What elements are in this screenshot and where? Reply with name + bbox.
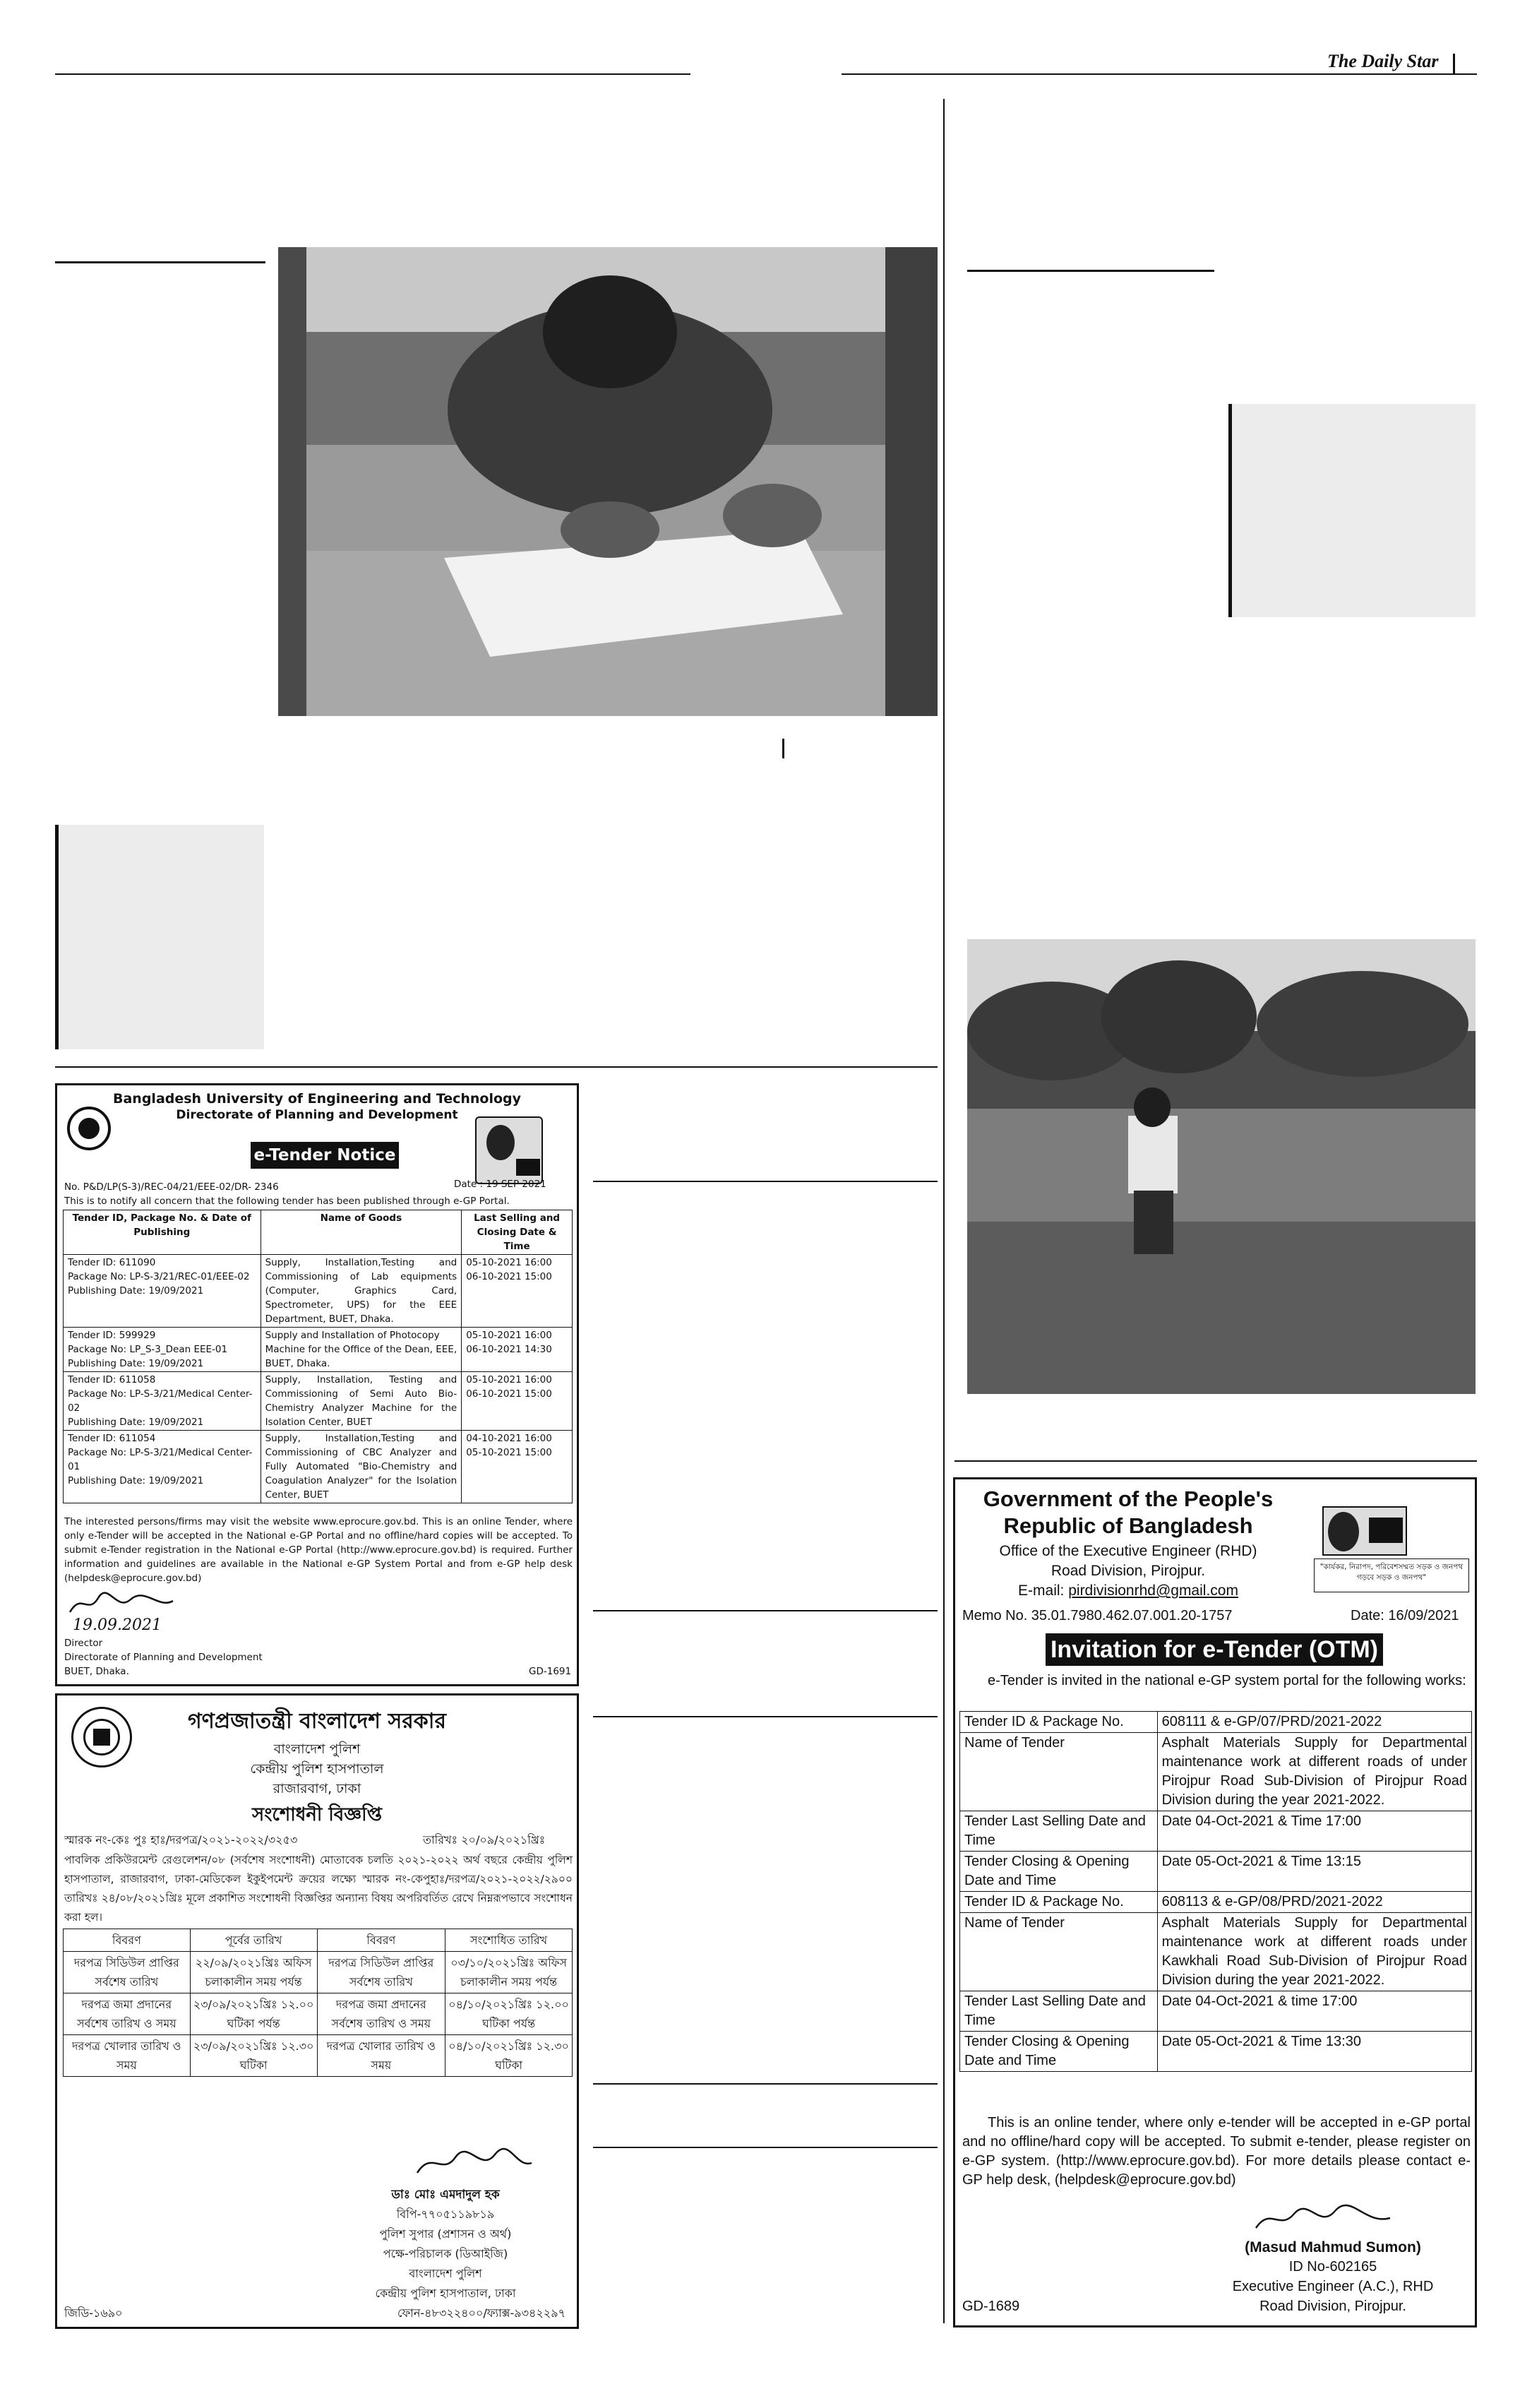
rhd-date: Date: 16/09/2021	[1351, 1608, 1459, 1623]
selling-date: 05-10-2021 16:00	[466, 1257, 552, 1268]
table-row	[960, 1852, 1472, 1892]
rhd-email-line	[976, 1583, 1280, 1599]
buet-ref-no: No. P&D/LP(S-3)/REC-04/21/EEE-02/DR- 2346	[64, 1181, 279, 1193]
police-govt-title: গণপ্রজাতন্ত্রী বাংলাদেশ সরকার	[188, 1709, 446, 1734]
row-value: Date 05-Oct-2021 & Time 13:15	[1157, 1852, 1471, 1892]
caption-marker	[782, 739, 784, 758]
publishing-date: Publishing Date: 19/09/2021	[68, 1417, 204, 1428]
mujib-portrait-emblem	[475, 1116, 543, 1184]
row-label: Tender Closing & Opening Date and Time	[960, 2032, 1158, 2072]
row-label: Tender ID & Package No.	[960, 1712, 1158, 1733]
police-date: তারিখঃ ২০/০৯/২০২১খ্রিঃ	[423, 1833, 546, 1847]
police-signer-role: পুলিশ সুপার (প্রশাসন ও অর্থ)	[379, 2227, 512, 2241]
table-header: Tender ID, Package No. & Date of Publishing	[64, 1210, 261, 1255]
mujib-portrait-emblem	[1322, 1506, 1407, 1556]
rhd-signer-name: (Masud Mahmud Sumon)	[1245, 2239, 1421, 2255]
table-row	[960, 1913, 1472, 1991]
row-label: Tender ID & Package No.	[960, 1892, 1158, 1913]
selling-date: 05-10-2021 16:00	[466, 1330, 552, 1341]
row-value: Date 04-Oct-2021 & Time 17:00	[1157, 1811, 1471, 1852]
middle-rule-2	[593, 1610, 938, 1611]
row-value: Date 04-Oct-2021 & time 17:00	[1157, 1991, 1471, 2032]
table-cell: ২৩/০৯/২০২১খ্রিঃ ১২.৩০ ঘটিকা	[190, 2035, 317, 2077]
police-dept: বাংলাদেশ পুলিশ	[273, 1741, 361, 1757]
tender-id: Tender ID: 611054	[68, 1433, 156, 1444]
tender-id: Tender ID: 611090	[68, 1257, 156, 1268]
table-row	[64, 1255, 573, 1328]
police-signer-bp: বিপি-৭৭০৫১১৯৮১৯	[396, 2207, 495, 2221]
table-row	[960, 1811, 1472, 1852]
table-header: বিবরণ	[317, 1929, 445, 1952]
rhd-gd-number: GD-1689	[962, 2299, 1020, 2314]
row-value: Date 05-Oct-2021 & Time 13:30	[1157, 2032, 1471, 2072]
header-rule-right	[842, 73, 1477, 75]
rhd-tender-notice	[953, 1477, 1477, 2327]
middle-rule-3	[593, 1716, 938, 1717]
rhd-tender-table	[959, 1711, 1472, 2072]
closing-date: 06-10-2021 14:30	[466, 1344, 552, 1355]
table-cell: দরপত্র সিডিউল প্রাপ্তির সর্বশেষ তারিখ	[317, 1952, 445, 1993]
row-label: Name of Tender	[960, 1733, 1158, 1811]
table-header: Name of Goods	[261, 1210, 462, 1255]
rhd-division: Road Division, Pirojpur.	[1051, 1563, 1206, 1579]
right-section-rule-lower	[954, 1460, 1477, 1462]
table-row	[64, 1431, 573, 1503]
package-no: Package No: LP_S-3_Dean EEE-01	[68, 1344, 228, 1355]
police-signer-hospital: কেন্দ্রীয় পুলিশ হাসপাতাল, ঢাকা	[375, 2287, 516, 2300]
table-cell: ০৪/১০/২০২১খ্রিঃ ১২.৩০ ঘটিকা	[445, 2035, 573, 2077]
table-cell: ২৩/০৯/২০২১খ্রিঃ ১২.০০ ঘটিকা পর্যন্ত	[190, 1993, 317, 2035]
rhd-signer-title: Executive Engineer (A.C.), RHD	[1232, 2279, 1434, 2294]
police-phone: ফোন-৪৮৩২২৪০০/ফ্যাক্স-৯৩৪২২৯৭	[397, 2306, 565, 2320]
table-header: বিবরণ	[64, 1929, 191, 1952]
police-place: রাজারবাগ, ঢাকা	[273, 1781, 361, 1796]
closing-date: 06-10-2021 15:00	[466, 1271, 552, 1282]
table-row	[960, 2032, 1472, 2072]
package-no: Package No: LP-S-3/21/Medical Center-01	[68, 1447, 253, 1472]
table-cell: ০৩/১০/২০২১খ্রিঃ অফিস চলাকালীন সময় পর্যন্ত	[445, 1952, 573, 1993]
table-row	[64, 1993, 573, 2035]
masthead-divider	[1453, 54, 1455, 73]
right-pull-quote-box	[1228, 404, 1476, 617]
table-cell: দরপত্র খোলার তারিখ ও সময়	[317, 2035, 445, 2077]
table-cell: দরপত্র জমা প্রদানের সর্বশেষ তারিখ ও সময়	[317, 1993, 445, 2035]
police-signer-for: পক্ষে-পরিচালক (ডিআইজি)	[383, 2247, 508, 2260]
header-rule-left	[55, 73, 690, 75]
buet-intro: This is to notify all concern that the following tender has been published through e-GP Portal.	[64, 1196, 510, 1207]
table-cell: দরপত্র জমা প্রদানের সর্বশেষ তারিখ ও সময়	[64, 1993, 191, 2035]
middle-rule-4	[593, 2083, 938, 2085]
table-cell: দরপত্র সিডিউল প্রাপ্তির সর্বশেষ তারিখ	[64, 1952, 191, 1993]
pull-quote-bar	[55, 825, 59, 1049]
buet-tender-notice	[55, 1083, 579, 1686]
rhd-footer-text: This is an online tender, where only e-tender will be accepted in e-GP portal and no offline/hard copy will be accepted. To submit e-tender, please register on e-GP system. (http://www.eprocure.gov.bd). For more details please contact e-GP help desk, (helpdesk@eprocure.gov.bd)	[962, 2115, 1471, 2188]
table-cell: ২২/০৯/২০২১খ্রিঃ অফিস চলাকালীন সময় পর্যন্ত	[190, 1952, 317, 1993]
police-signer-dept: বাংলাদেশ পুলিশ	[409, 2267, 482, 2280]
closing-date: 05-10-2021 15:00	[466, 1447, 552, 1458]
buet-footer-text: The interested persons/firms may visit the website www.eprocure.gov.bd. This is an online Tender, where only e-Tender will be accepted in the National e-GP Portal and no offline/hard copies will be accepted. To submit e-Tender registration in the National e-GP Portal (http://www.eprocure.gov.bd) is required. Further information and guidelines are available in the National e-GP System Portal and from e-GP help desk (helpdesk@eprocure.gov.bd)	[64, 1516, 573, 1584]
rhd-slogan: "কার্যকর, নিরাপদ, পরিবেশসম্মত সড়ক ও জনপথ গড়বে সড়ক ও জনপথ"	[1314, 1558, 1469, 1592]
police-gd-number: জিডি-১৬৯০	[64, 2306, 123, 2320]
buet-signature-date: 19.09.2021	[73, 1616, 162, 1634]
goods: Supply, Installation,Testing and Commissioning of CBC Analyzer and Fully Automated "Bio-Chemistry and Coagulation Analyzer" for the Isolation Center, BUET	[261, 1431, 462, 1503]
police-signature	[410, 2147, 537, 2178]
police-signer-name: ডাঃ মোঃ এমদাদুল হক	[391, 2188, 500, 2202]
goods: Supply, Installation,Testing and Commissioning of Lab equipments (Computer, Graphics Card, Spectrometer, UPS) for the EEE Department, BUET, Dhaka.	[261, 1255, 462, 1328]
section-rule-lower	[55, 1066, 938, 1068]
goods: Supply, Installation, Testing and Commissioning of Semi Auto Bio-Chemistry Analyzer Machine for the Isolation Center, BUET	[261, 1372, 462, 1431]
row-label: Name of Tender	[960, 1913, 1158, 1991]
table-header: Last Selling and Closing Date & Time	[462, 1210, 573, 1255]
tender-id: Tender ID: 599929	[68, 1330, 156, 1341]
table-row	[960, 1733, 1472, 1811]
selling-date: 05-10-2021 16:00	[466, 1374, 552, 1385]
police-body: পাবলিক প্রকিউরমেন্ট রেগুলেশন/০৮ (সর্বশেষ সংশোধনী) মোতাবেক চলতি ২০২১-২০২২ অর্থ বছরে কেন্দ্রীয় পুলিশ হাসপাতাল, রাজারবাগ, ঢাকা-মেডিকেল ইকুইপমেন্ট ক্রয়ের লক্ষ্যে স্মারক নং-কেপুহাঃ/দরপত্র/২০২১-২০২২/২৯০০ তারিখঃ ২৪/০৮/২০২১খ্রিঃ মূলে প্রকাশিত সংশোধনী বিজ্ঞপ্তির অন্যান্য বিষয় অপরিবর্তিত রেখে নিম্নরূপভাবে সংশোধন করা হল।	[64, 1854, 573, 1924]
row-label: Tender Last Selling Date and Time	[960, 1811, 1158, 1852]
buet-signature	[67, 1591, 180, 1616]
closing-date: 06-10-2021 15:00	[466, 1388, 552, 1400]
rhd-office: Office of the Executive Engineer (RHD)	[999, 1543, 1257, 1559]
buet-gd-number: GD-1691	[529, 1666, 572, 1677]
pull-quote-box	[55, 825, 264, 1049]
rhd-govt-line2: Republic of Bangladesh	[1003, 1513, 1253, 1538]
buet-tender-table	[63, 1210, 573, 1503]
table-row	[64, 1372, 573, 1431]
rhd-email-label: E-mail:	[1018, 1583, 1069, 1599]
buet-notice-label: e-Tender Notice	[251, 1142, 399, 1169]
publishing-date: Publishing Date: 19/09/2021	[68, 1285, 204, 1297]
photo-farmer-field	[967, 939, 1476, 1394]
row-value: Asphalt Materials Supply for Departmental maintenance work at different roads under Kawkhali Road Sub-Division of Pirojpur Road Division during the year 2021-2022.	[1157, 1913, 1471, 1991]
publishing-date: Publishing Date: 19/09/2021	[68, 1358, 204, 1369]
photo-man-writing	[278, 247, 938, 716]
table-row	[64, 2035, 573, 2077]
table-row	[64, 1952, 573, 1993]
rhd-notice-label: Invitation for e-Tender (OTM)	[1046, 1633, 1383, 1666]
rhd-govt-line1: Government of the People's	[983, 1486, 1274, 1511]
table-header: সংশোধিত তারিখ	[445, 1929, 573, 1952]
police-date-table	[63, 1929, 573, 2077]
section-rule	[55, 261, 265, 263]
table-row	[960, 1892, 1472, 1913]
middle-rule-1	[593, 1181, 938, 1182]
table-cell: ০৪/১০/২০২১খ্রিঃ ১২.০০ ঘটিকা পর্যন্ত	[445, 1993, 573, 2035]
goods: Supply and Installation of Photocopy Machine for the Office of the Dean, EEE, BUET, Dhaka.	[261, 1328, 462, 1372]
row-value: 608113 & e-GP/08/PRD/2021-2022	[1157, 1892, 1471, 1913]
buet-signer-place: BUET, Dhaka.	[64, 1666, 129, 1677]
rhd-email-link[interactable]: pirdivisionrhd@gmail.com	[1068, 1583, 1238, 1599]
table-row	[960, 1991, 1472, 2032]
row-label: Tender Last Selling Date and Time	[960, 1991, 1158, 2032]
right-pull-quote-bar	[1228, 404, 1232, 617]
buet-signer-title: Director	[64, 1638, 103, 1649]
buet-university-name: Bangladesh University of Engineering and Technology	[113, 1091, 521, 1107]
right-section-rule	[967, 270, 1214, 272]
rhd-signer-id: ID No-602165	[1288, 2259, 1377, 2275]
selling-date: 04-10-2021 16:00	[466, 1433, 552, 1444]
table-header: পূর্বের তারিখ	[190, 1929, 317, 1952]
row-label: Tender Closing & Opening Date and Time	[960, 1852, 1158, 1892]
police-hospital-notice	[55, 1693, 579, 2329]
tender-id: Tender ID: 611058	[68, 1374, 156, 1385]
masthead-logo: The Daily Star	[1327, 51, 1439, 71]
table-cell: দরপত্র খোলার তারিখ ও সময়	[64, 2035, 191, 2077]
rhd-signer-office: Road Division, Pirojpur.	[1259, 2299, 1406, 2314]
middle-rule-5	[593, 2147, 938, 2148]
publishing-date: Publishing Date: 19/09/2021	[68, 1475, 204, 1486]
row-value: Asphalt Materials Supply for Departmental maintenance work at different roads of under Pirojpur Road Sub-Division of Pirojpur Road Division during the year 2021-2022.	[1157, 1733, 1471, 1811]
police-hospital: কেন্দ্রীয় পুলিশ হাসপাতাল	[250, 1761, 384, 1777]
rhd-memo: Memo No. 35.01.7980.462.07.001.20-1757	[962, 1608, 1233, 1623]
row-value: 608111 & e-GP/07/PRD/2021-2022	[1157, 1712, 1471, 1733]
buet-signer-office: Directorate of Planning and Development	[64, 1652, 263, 1663]
column-divider	[943, 99, 945, 2323]
rhd-signature	[1252, 2200, 1393, 2235]
buet-date: Date : 19 SEP 2021	[454, 1179, 546, 1190]
package-no: Package No: LP-S-3/21/REC-01/EEE-02	[68, 1271, 250, 1282]
table-row	[64, 1328, 573, 1372]
rhd-intro: e-Tender is invited in the national e-GP system portal for the following works:	[988, 1673, 1466, 1688]
police-notice-title: সংশোধনী বিজ্ঞপ্তি	[252, 1804, 382, 1825]
table-row	[960, 1712, 1472, 1733]
buet-directorate: Directorate of Planning and Development	[176, 1108, 458, 1122]
package-no: Package No: LP-S-3/21/Medical Center-02	[68, 1388, 253, 1414]
police-memo: স্মারক নং-কেঃ পুঃ হাঃ/দরপত্র/২০২১-২০২২/৩২৫৩	[64, 1833, 298, 1847]
